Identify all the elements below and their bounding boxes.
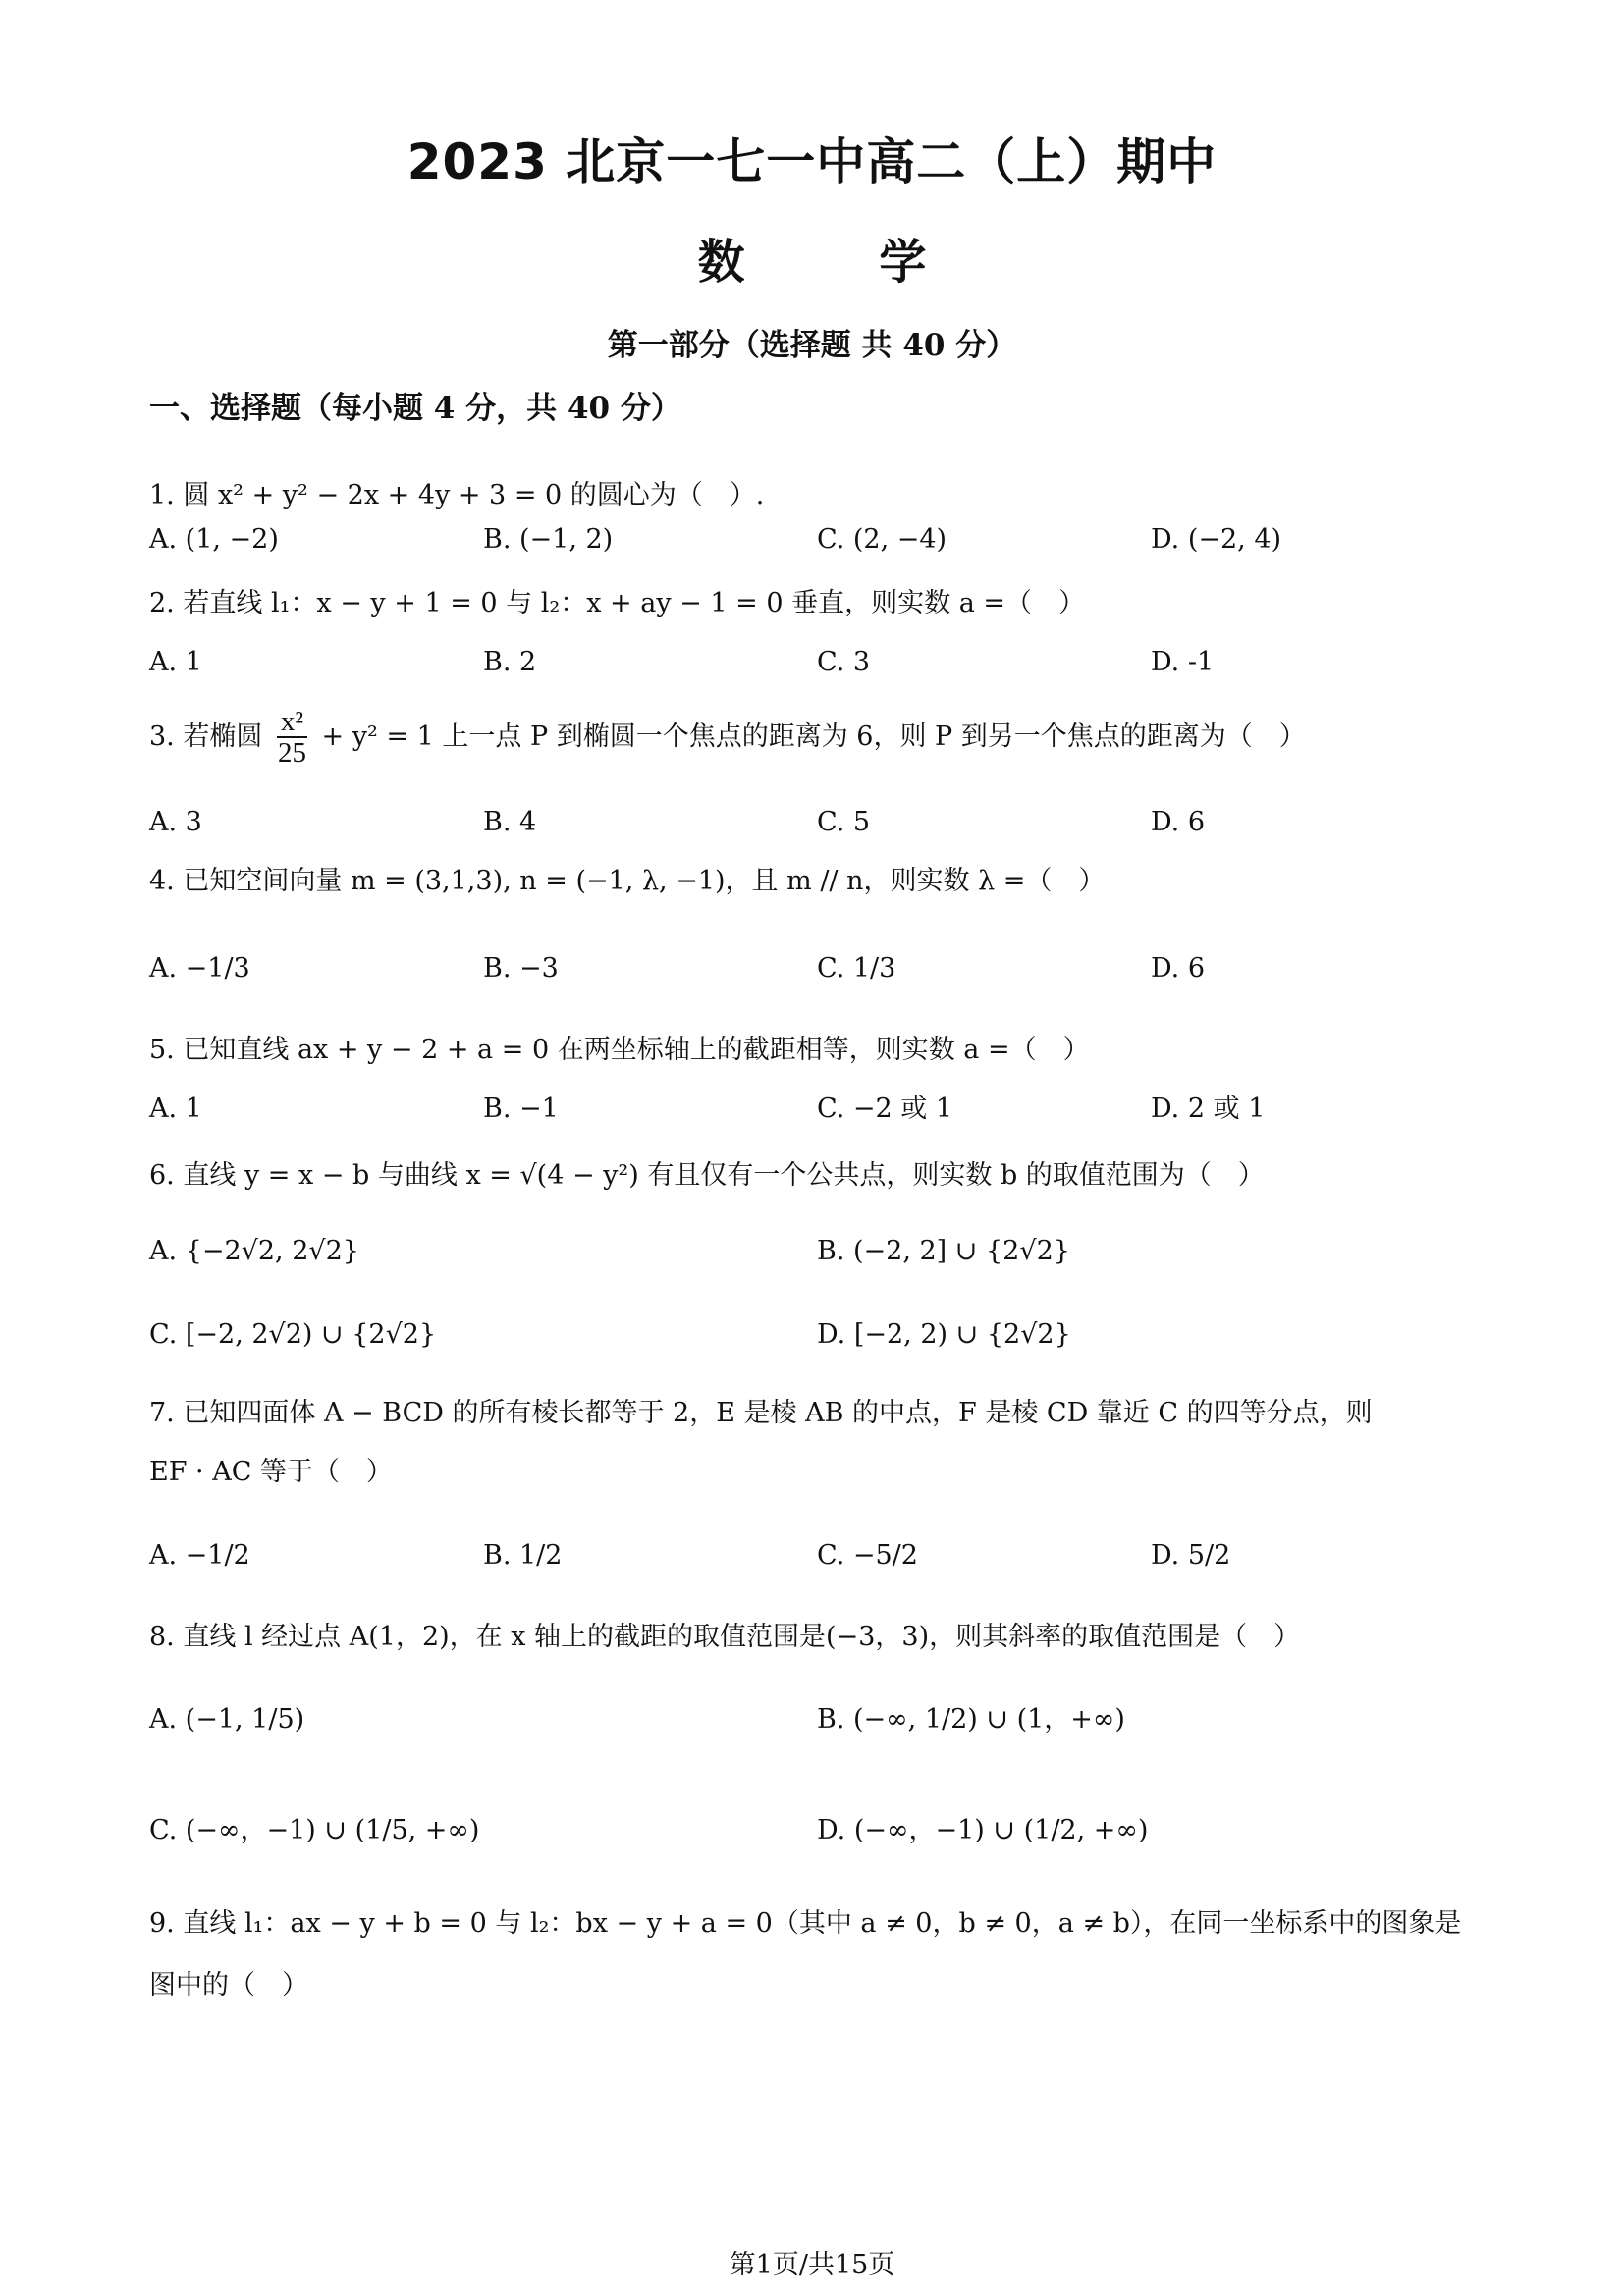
question-9-text: 直线 l₁：ax − y + b = 0 与 l₂：bx − y + a = 0（其中 a ≠ 0，b ≠ 0，a ≠ b），在同一坐标系中的图象是 xyxy=(183,1908,1462,1939)
question-5: 5. 已知直线 ax + y − 2 + a = 0 在两坐标轴上的截距相等，则实数 a =（ ） xyxy=(149,1035,1090,1065)
q5-option-d: D. 2 或 1 xyxy=(1151,1094,1266,1124)
q5-option-c: C. −2 或 1 xyxy=(817,1094,953,1124)
q8-option-c: C. (−∞，−1) ∪ (1/5, +∞) xyxy=(149,1815,480,1845)
question-5-text: 已知直线 ax + y − 2 + a = 0 在两坐标轴上的截距相等，则实数 a =（ ） xyxy=(183,1035,1090,1065)
q1-option-a: A. (1, −2) xyxy=(149,524,279,555)
q2-option-d: D. -1 xyxy=(1151,647,1215,677)
q7-option-b: B. 1/2 xyxy=(483,1540,563,1571)
q4-option-c: C. 1/3 xyxy=(817,953,896,984)
q3-option-a: A. 3 xyxy=(149,807,202,837)
question-2-text: 若直线 l₁：x − y + 1 = 0 与 l₂：x + ay − 1 = 0 垂直，则实数 a =（ ） xyxy=(183,588,1085,618)
q5-option-a: A. 1 xyxy=(149,1094,202,1124)
question-1-text: 圆 x² + y² − 2x + 4y + 3 = 0 的圆心为（ ）. xyxy=(183,480,765,510)
q2-option-b: B. 2 xyxy=(483,647,537,677)
subject-title: 数 学 xyxy=(697,235,986,290)
q6-option-d: D. [−2, 2) ∪ {2√2} xyxy=(817,1319,1071,1350)
q7-option-c: C. −5/2 xyxy=(817,1540,918,1571)
q8-option-a: A. (−1, 1/5) xyxy=(149,1704,305,1735)
q4-option-a: A. −1/3 xyxy=(149,953,250,984)
q6-option-c: C. [−2, 2√2) ∪ {2√2} xyxy=(149,1319,437,1350)
question-1: 1. 圆 x² + y² − 2x + 4y + 3 = 0 的圆心为（ ）. xyxy=(149,480,765,510)
q6-option-b: B. (−2, 2] ∪ {2√2} xyxy=(817,1236,1070,1266)
question-7-continued: EF · AC 等于（ ） xyxy=(149,1457,393,1487)
question-6: 6. 直线 y = x − b 与曲线 x = √(4 − y²) 有且仅有一个公共点，则实数 b 的取值范围为（ ） xyxy=(149,1160,1265,1191)
question-6-text: 直线 y = x − b 与曲线 x = √(4 − y²) 有且仅有一个公共点，则实数 b 的取值范围为（ ） xyxy=(183,1160,1265,1191)
question-2: 2. 若直线 l₁：x − y + 1 = 0 与 l₂：x + ay − 1 = 0 垂直，则实数 a =（ ） xyxy=(149,588,1085,618)
exam-title: 2023 北京一七一中高二（上）期中 xyxy=(406,133,1218,190)
q7-option-a: A. −1/2 xyxy=(149,1540,250,1571)
q3-option-c: C. 5 xyxy=(817,807,871,837)
q2-option-c: C. 3 xyxy=(817,647,871,677)
question-8: 8. 直线 l 经过点 A(1，2)，在 x 轴上的截距的取值范围是(−3，3)，则其斜率的取值范围是（ ） xyxy=(149,1622,1301,1652)
q1-option-b: B. (−1, 2) xyxy=(483,524,614,555)
q4-option-b: B. −3 xyxy=(483,953,559,984)
q4-option-d: D. 6 xyxy=(1151,953,1206,984)
page-footer: 第1页/共15页 xyxy=(729,2250,895,2280)
q6-option-a: A. {−2√2, 2√2} xyxy=(149,1236,359,1266)
section-heading: 一、选择题（每小题 4 分，共 40 分） xyxy=(149,391,681,426)
question-7-text: 已知四面体 A − BCD 的所有棱长都等于 2，E 是棱 AB 的中点，F 是棱 CD 靠近 C 的四等分点，则 xyxy=(183,1398,1373,1428)
question-4: 4. 已知空间向量 m = (3,1,3), n = (−1, λ, −1)，且 m // n，则实数 λ =（ ） xyxy=(149,866,1106,896)
question-4-text: 已知空间向量 m = (3,1,3), n = (−1, λ, −1)，且 m // n，则实数 λ =（ ） xyxy=(183,866,1106,896)
question-3: 3. 若椭圆 $\frac{\text{x²}}{25}$ + y² = 1 上一点 P 到椭圆一个焦点的距离为 6，则 P 到另一个焦点的距离为（ ） xyxy=(149,706,1306,770)
q3-option-d: D. 6 xyxy=(1151,807,1206,837)
q2-option-a: A. 1 xyxy=(149,647,202,677)
question-9-continued: 图中的（ ） xyxy=(149,1970,308,2001)
q5-option-b: B. −1 xyxy=(483,1094,559,1124)
q1-option-c: C. (2, −4) xyxy=(817,524,947,555)
ellipse-fraction: $\frac{\text{x²}}{25}$ xyxy=(277,706,306,770)
q8-option-d: D. (−∞，−1) ∪ (1/2, +∞) xyxy=(817,1815,1149,1845)
part-heading: 第一部分（选择题 共 40 分） xyxy=(607,328,1017,363)
q7-option-d: D. 5/2 xyxy=(1151,1540,1231,1571)
q1-option-d: D. (−2, 4) xyxy=(1151,524,1282,555)
question-9: 9. 直线 l₁：ax − y + b = 0 与 l₂：bx − y + a = 0（其中 a ≠ 0，b ≠ 0，a ≠ b），在同一坐标系中的图象是 xyxy=(149,1908,1462,1939)
q3-option-b: B. 4 xyxy=(483,807,537,837)
question-7: 7. 已知四面体 A − BCD 的所有棱长都等于 2，E 是棱 AB 的中点，F 是棱 CD 靠近 C 的四等分点，则 xyxy=(149,1398,1373,1428)
question-8-text: 直线 l 经过点 A(1，2)，在 x 轴上的截距的取值范围是(−3，3)，则其斜率的取值范围是（ ） xyxy=(183,1622,1301,1652)
q8-option-b: B. (−∞, 1/2) ∪ (1，+∞) xyxy=(817,1704,1125,1735)
